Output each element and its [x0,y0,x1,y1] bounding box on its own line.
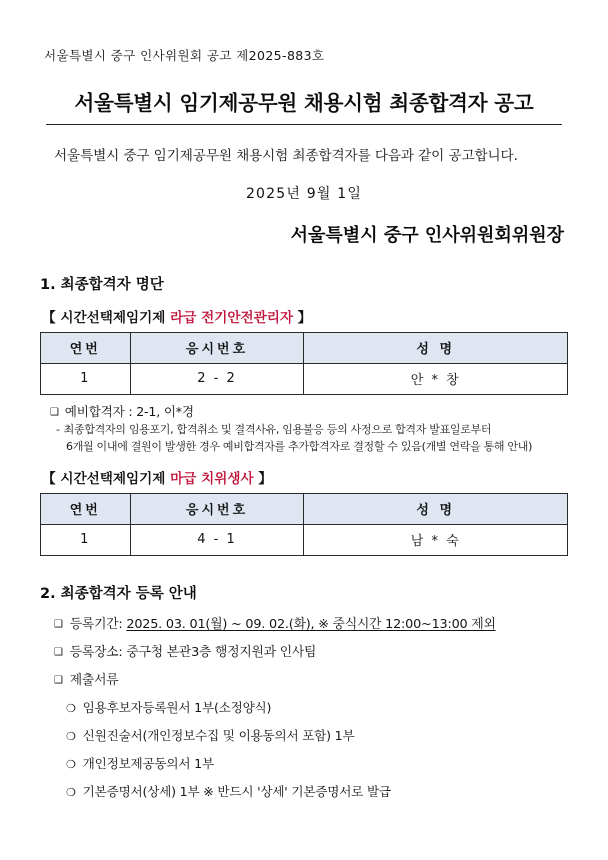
column-header-no: 연번 [41,494,131,525]
reserve-candidate-explanation [56,422,568,455]
circle-bullet-icon: ❍ [66,702,76,716]
document-name: 신원진술서(개인정보수집 및 이용동의서 포함) 1부 [82,728,355,744]
group-2-grade: 마급 [170,471,197,488]
box-bullet-icon: ❑ [50,407,59,419]
list-item [66,781,568,800]
box-bullet-icon: ❑ [54,647,63,659]
group-2-job: 치위생사 [201,471,254,488]
cell-exam-number: 2 - 2 [130,364,304,395]
table-row [41,364,568,395]
registration-place-label: 등록장소: [69,645,123,661]
fine-note-line-2: 6개월 이내에 결원이 발생한 경우 예비합격자를 추가합격자로 결정할 수 있음(개별 연락을 통해 안내) [66,439,533,453]
table-header-row [41,494,568,525]
fine-note-line-1: 최종합격자의 임용포기, 합격취소 및 결격사유, 임용불응 등의 사정으로 합격자 발표일로부터 [63,423,492,437]
list-item-registration-place [54,641,568,660]
table-row [41,525,568,556]
list-item-required-documents [54,669,568,688]
list-item-registration-period [54,613,568,632]
cell-name: 남 * 숙 [304,525,568,556]
announcement-date: 2025년 9월 1일 [245,186,363,203]
dash-icon: - [56,423,60,437]
list-item [66,697,568,716]
box-bullet-icon: ❑ [54,619,63,631]
results-table-group-2 [40,493,568,556]
section-1-heading: 1. 최종합격자 명단 [40,277,164,294]
page-title: 서울특별시 임기제공무원 채용시험 최종합격자 공고 [74,91,534,115]
cell-exam-number: 4 - 1 [130,525,304,556]
registration-period-label: 등록기간: [69,617,123,633]
cell-no: 1 [41,525,131,556]
reserve-candidate-text: 예비합격자 : 2-1, 이*경 [64,404,194,420]
list-item [66,753,568,772]
registration-place-value: 중구청 본관3층 행정지원과 인사팀 [126,645,317,661]
group-2-heading [42,467,568,487]
intro-paragraph: 서울특별시 중구 임기제공무원 채용시험 최종합격자를 다음과 같이 공고합니다. [54,148,518,164]
section-2-heading: 2. 최종합격자 등록 안내 [40,586,197,603]
notice-number: 서울특별시 중구 인사위원회 공고 제2025-883호 [44,48,325,63]
required-documents-label: 제출서류 [69,673,119,689]
section-spacer [40,562,568,582]
group-1-job: 전기안전관리자 [201,310,294,327]
required-documents-list [40,697,568,800]
registration-period-value: 2025. 03. 01(월) ~ 09. 02.(화), ※ 중식시간 12:00~13:00 제외 [126,617,496,633]
cell-name: 안 * 창 [304,364,568,395]
group-2-bracket-close: 】 [258,471,272,488]
column-header-name: 성 명 [304,333,568,364]
box-bullet-icon: ❑ [54,675,63,687]
column-header-no: 연번 [41,333,131,364]
document-name: 임용후보자등록원서 1부(소정양식) [82,700,272,716]
group-1-grade: 라급 [170,310,197,327]
circle-bullet-icon: ❍ [66,758,76,772]
column-header-exam-number: 응시번호 [130,333,304,364]
group-2-bracket-open: 【 시간선택제임기제 [42,471,166,488]
group-1-bracket-open: 【 시간선택제임기제 [42,310,166,327]
circle-bullet-icon: ❍ [66,730,76,744]
table-header-row [41,333,568,364]
title-divider [46,124,562,125]
issuing-authority: 서울특별시 중구 인사위원회위원장 [290,225,564,247]
registration-info-list [40,613,568,688]
group-1-heading [42,306,568,326]
column-header-exam-number: 응시번호 [130,494,304,525]
circle-bullet-icon: ❍ [66,786,76,800]
results-table-group-1 [40,332,568,395]
reserve-candidate-note [50,401,568,420]
cell-no: 1 [41,364,131,395]
group-1-bracket-close: 】 [297,310,312,327]
document-name: 기본증명서(상세) 1부 ※ 반드시 '상세' 기본증명서로 발급 [82,784,391,800]
document-name: 개인정보제공동의서 1부 [82,756,214,772]
column-header-name: 성 명 [304,494,568,525]
list-item [66,725,568,744]
